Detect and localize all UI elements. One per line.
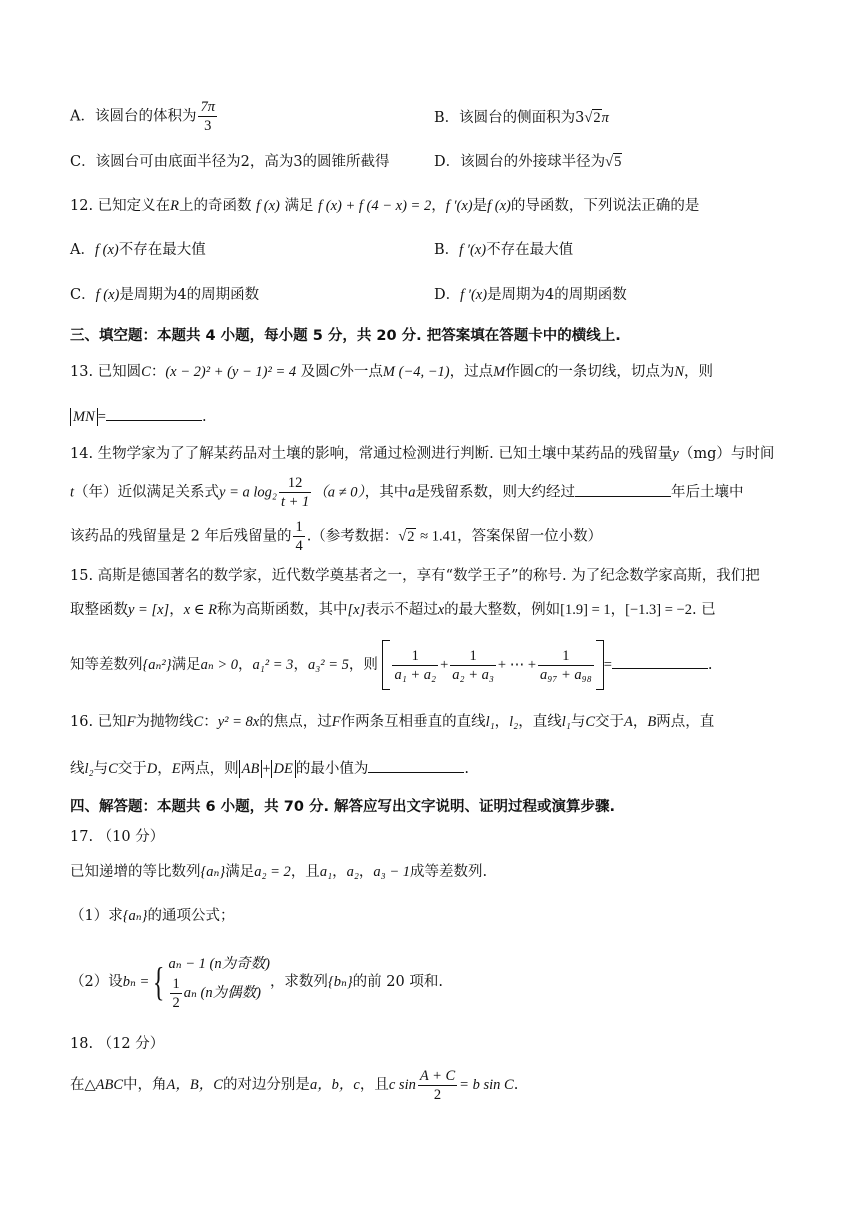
q12-option-a — [70, 240, 206, 260]
math-expr: [x] — [347, 602, 366, 618]
stem-text: ，则 — [684, 364, 714, 380]
fraction — [279, 474, 311, 511]
q17-part-2 — [70, 952, 443, 1012]
sqrt-radicand: 2 — [407, 528, 415, 545]
math-l2: l₂ — [509, 714, 519, 730]
math-C: C — [108, 761, 118, 777]
stem-text: 是残留系数，则大约经过 — [415, 484, 575, 501]
stem-text: ，则 — [348, 657, 378, 673]
stem-text: 交于 — [117, 761, 147, 777]
stem-text: 的最大整数，例如 — [444, 602, 561, 618]
math-F: F — [126, 714, 136, 730]
period: . — [464, 761, 469, 777]
math-expr: [−1.3] = −2 — [625, 602, 692, 618]
stem-text: 知等差数列 — [70, 657, 143, 673]
fraction — [198, 98, 217, 135]
q12-stem — [70, 196, 699, 216]
denominator: a₁ + a₂ — [394, 666, 437, 683]
stem-text: 外一点 — [339, 364, 383, 380]
stem-text: 的对边分别是 — [222, 1077, 310, 1093]
q18-stem — [70, 1062, 518, 1108]
fraction-term-1 — [392, 647, 438, 684]
stem-text: ， — [157, 761, 172, 777]
numerator: 1 — [450, 647, 496, 666]
stem-text: （年）近似满足关系式 — [74, 484, 220, 501]
abs-MN: MN — [70, 408, 98, 426]
q15-line-1 — [70, 566, 760, 586]
answer-blank[interactable] — [612, 654, 708, 669]
stem-text: 12. 已知定义在 — [70, 198, 171, 214]
stem-text: ， — [169, 602, 184, 618]
stem-text: 上的奇函数 — [179, 198, 252, 214]
stem-text: 为抛物线 — [135, 714, 194, 730]
denominator: a₂ + a₃ — [452, 666, 494, 683]
period: . — [513, 1077, 519, 1093]
q17-heading: 17. （10 分） — [70, 829, 165, 845]
math-expr: f ′(x) — [445, 198, 473, 214]
stem-text: ，且 — [359, 1077, 389, 1093]
case-odd: aₙ − 1 (n为奇数) — [168, 955, 270, 972]
option-label: B．该圆台的侧面积为3 — [434, 110, 585, 126]
math-expr: bₙ = — [122, 974, 150, 990]
stem-text: 作圆 — [505, 364, 535, 380]
stem-text: 满足 — [225, 864, 255, 880]
stem-text: ，答案保留一位小数） — [457, 528, 603, 545]
stem-text: 16. 已知 — [70, 714, 127, 730]
q16-line-1 — [70, 712, 714, 732]
math-C: C — [329, 364, 340, 380]
stem-text: ， — [610, 602, 626, 618]
math-expr: a₃ − 1 — [373, 864, 410, 880]
left-brace: { — [153, 959, 165, 1004]
stem-text: 的导函数，下列说法正确的是 — [510, 198, 700, 214]
stem-text: 15. 高斯是德国著名的数学家，近代数学奠基者之一，享有“数学王子”的称号. 为了纪念数学家高斯，我们把 — [70, 568, 760, 584]
case-even: aₙ (n为偶数) — [183, 984, 261, 1001]
math-expr: a₁² = 3 — [252, 657, 294, 673]
stem-text: 满足 — [284, 198, 314, 214]
stem-text: 的最小值为 — [295, 761, 369, 777]
math-expr: {bₙ} — [327, 974, 353, 990]
math-expr: c sin — [388, 1077, 416, 1093]
option-text: 不存在最大值 — [486, 242, 574, 258]
numerator: 1 — [295, 519, 303, 535]
denominator: 3 — [204, 118, 212, 134]
math-C: C — [141, 364, 151, 380]
q17-stem: 已知递增的等比数列{aₙ}满足a₂ = 2，且a₁，a₂，a₃ − 1成等差数列. — [70, 864, 488, 880]
sqrt-sign: √ — [605, 154, 614, 170]
stem-text: 作两条互相垂直的直线 — [340, 714, 486, 730]
math-C: C — [193, 714, 204, 730]
q13-line-1: 13. 已知圆C：(x − 2)² + (y − 1)² = 4 及圆C外一点M (−4, −1)，过点M作圆C的一条切线，切点为N，则 — [70, 364, 714, 380]
stem-text: 14. 生物学家为了了解某药品对土壤的影响，常通过检测进行判断. 已知土壤中某药品的残留量 — [70, 446, 673, 462]
stem-text: 与 — [570, 714, 586, 730]
stem-text: ， — [293, 657, 308, 673]
stem-text: 两点，则 — [180, 761, 239, 777]
stem-text: ， — [494, 714, 510, 730]
numerator: 1 — [392, 647, 438, 666]
stem-text: （1）求 — [70, 908, 123, 924]
stem-text: 取整函数 — [70, 602, 128, 618]
math-expr: a₁ — [319, 864, 333, 880]
math-expr: a，b，c — [309, 1077, 360, 1093]
denominator: 4 — [295, 538, 303, 554]
stem-text: ， — [238, 657, 253, 673]
math-expr: y = [x] — [128, 602, 170, 618]
math-expr: = b sin C — [459, 1077, 514, 1093]
stem-text: 与 — [93, 761, 109, 777]
parabola-equation: y² = 8x — [217, 714, 260, 730]
q12-option-c — [70, 285, 259, 305]
denominator: t + 1 — [280, 494, 310, 510]
math-y: y — [672, 446, 679, 462]
option-label: C． — [70, 287, 96, 303]
q11-option-c — [70, 152, 390, 172]
math-D: D — [146, 761, 158, 777]
math-a: a — [408, 484, 416, 501]
math-t: t — [70, 484, 75, 501]
math-expr: ABC — [95, 1077, 124, 1093]
stem-text: ，求数列 — [269, 974, 328, 990]
q11-option-b — [434, 108, 609, 128]
stem-text: 成等差数列. — [409, 864, 488, 880]
stem-text: 已知递增的等比数列 — [70, 864, 201, 880]
math-expr: f ′(x) — [459, 242, 487, 258]
math-C: C — [585, 714, 595, 730]
math-expr: [1.9] = 1 — [560, 602, 611, 618]
section-4-heading: 四、解答题：本题共 6 小题，共 70 分. 解答应写出文字说明、证明过程或演算步骤. — [70, 799, 616, 815]
q14-line-1 — [70, 444, 774, 464]
ellipsis-sum: + ⋯ + — [497, 657, 537, 673]
math-expr: {aₙ²} — [142, 657, 172, 673]
sqrt-radicand: 5 — [614, 154, 622, 170]
stem-text: ： — [203, 714, 218, 730]
stem-text: .（参考数据： — [306, 528, 399, 545]
math-expr: f (x) — [94, 242, 119, 258]
stem-text: ，过点 — [449, 364, 494, 380]
q14-line-2 — [70, 474, 744, 511]
piecewise-cases — [168, 953, 269, 1012]
answer-blank[interactable] — [368, 758, 464, 773]
option-label: B． — [434, 242, 460, 258]
stem-text: ，其中 — [364, 484, 409, 501]
option-label: D．该圆台的外接球半径为 — [434, 154, 606, 170]
numerator: 7π — [200, 99, 215, 115]
math-R: R — [170, 198, 180, 214]
math-expr: aₙ > 0 — [200, 657, 238, 673]
stem-text: 称为高斯函数，其中 — [216, 602, 348, 618]
denominator: 2 — [433, 1086, 442, 1103]
stem-text: 两点，直 — [656, 714, 715, 730]
equals-sign: = — [97, 409, 106, 425]
math-expr: f (x) — [487, 198, 511, 214]
denominator: 2 — [172, 994, 180, 1011]
plus-sign: + — [440, 657, 449, 673]
abs-DE: DE — [271, 760, 296, 778]
option-text: 是周期为4的周期函数 — [119, 287, 260, 303]
period: . — [201, 409, 207, 425]
stem-text: 年后土壤中 — [671, 484, 744, 501]
gauss-bracket-right — [596, 640, 604, 690]
math-B: B — [647, 714, 657, 730]
numerator: 12 — [279, 474, 311, 493]
stem-text: 该药品的残留量是 2 年后残留量的 — [70, 528, 292, 545]
stem-text: ，直线 — [518, 714, 562, 730]
math-x: x — [437, 602, 445, 618]
stem-text: ，且 — [290, 864, 320, 880]
pi-symbol: π — [601, 110, 609, 126]
q18-heading: 18. （12 分） — [70, 1036, 165, 1052]
math-l1: l₁ — [561, 714, 571, 730]
period: . — [707, 657, 713, 673]
math-E: E — [171, 761, 181, 777]
denominator: a₉₇ + a₉₈ — [540, 666, 592, 683]
math-expr: x ∈ R — [183, 602, 217, 618]
formula: y = a log₂ — [219, 484, 277, 501]
option-label: D． — [434, 287, 461, 303]
section-3-heading: 三、填空题：本题共 4 小题，每小题 5 分，共 20 分. 把答案填在答题卡中的横线上. — [70, 328, 621, 344]
q16-line-2: 线l₂与C交于D，E两点，则 AB + DE 的最小值为 . — [70, 758, 469, 779]
fraction-term-2 — [450, 647, 496, 684]
math-l2: l₂ — [84, 761, 94, 777]
equals-sign: = — [603, 657, 612, 673]
stem-text: 及圆 — [300, 364, 330, 380]
stem-text: 交于 — [594, 714, 624, 730]
option-label: A．该圆台的体积为 — [70, 108, 197, 125]
q11-option-a — [70, 98, 219, 135]
stem-text: ， — [431, 198, 446, 214]
stem-text: 线 — [70, 761, 85, 777]
math-A: A — [623, 714, 633, 730]
stem-text: 在△ — [70, 1077, 96, 1093]
fraction — [170, 975, 181, 1012]
stem-text: （2）设 — [70, 974, 123, 990]
option-text: C．该圆台可由底面半径为2，高为3的圆锥所截得 — [70, 154, 390, 170]
option-text: 是周期为4的周期函数 — [487, 287, 627, 303]
math-expr: A，B，C — [166, 1077, 223, 1093]
q15-line-2 — [70, 600, 716, 620]
sqrt-sign: √ — [584, 110, 593, 126]
math-expr: f ′(x) — [460, 287, 488, 303]
q12-option-b — [434, 240, 573, 260]
stem-text: （mg）与时间 — [678, 446, 775, 462]
sqrt-radicand: 2 — [593, 110, 601, 126]
numerator: 1 — [172, 975, 180, 992]
point-M: M (−4, −1) — [382, 364, 450, 380]
q14-line-3 — [70, 518, 602, 555]
q12-option-d — [434, 285, 627, 305]
math-N: N — [674, 364, 685, 380]
abs-AB: AB — [239, 760, 263, 778]
approx-value: ≈ 1.41 — [420, 528, 458, 545]
stem-text: 表示不超过 — [365, 602, 438, 618]
stem-text: 的焦点，过 — [259, 714, 332, 730]
stem-text: 满足 — [171, 657, 201, 673]
fraction-term-3 — [538, 647, 594, 684]
gauss-bracket-left — [382, 640, 390, 690]
math-expr: a₃² = 5 — [307, 657, 349, 673]
stem-text: ， — [632, 714, 648, 730]
fraction — [293, 518, 304, 555]
stem-text: 中，角 — [123, 1077, 167, 1093]
stem-text: . 已 — [691, 602, 716, 618]
q11-option-d — [434, 152, 622, 172]
math-C: C — [534, 364, 544, 380]
answer-blank[interactable] — [575, 482, 671, 497]
condition: （a ≠ 0） — [313, 484, 365, 501]
fraction — [418, 1067, 457, 1104]
stem-text: ： — [150, 364, 166, 380]
math-expr: a₂ = 2 — [254, 864, 291, 880]
numerator: 1 — [538, 647, 594, 666]
math-expr: f (x) — [95, 287, 120, 303]
numerator: A + C — [419, 1067, 456, 1084]
stem-text: 是 — [472, 198, 488, 214]
option-text: 不存在最大值 — [118, 242, 206, 258]
math-expr: f (x) + f (4 − x) = 2 — [318, 198, 432, 214]
stem-text: 的一条切线，切点为 — [543, 364, 675, 380]
math-l1: l₁ — [485, 714, 495, 730]
math-expr: f (x) — [256, 198, 280, 214]
q15-line-3 — [70, 640, 713, 690]
stem-text: 的通项公式； — [147, 908, 235, 924]
stem-text: 的前 20 项和. — [352, 974, 443, 990]
math-expr: {aₙ} — [200, 864, 226, 880]
q17-part-1 — [70, 906, 234, 926]
math-expr: a₂ — [346, 864, 359, 880]
q13-line-2 — [70, 406, 207, 427]
stem-text: 13. 已知圆 — [70, 364, 142, 380]
answer-blank[interactable] — [106, 406, 202, 421]
math-F: F — [331, 714, 341, 730]
circle-equation: (x − 2)² + (y − 1)² = 4 — [165, 364, 297, 380]
option-label: A． — [70, 242, 95, 258]
sqrt-sign: √ — [398, 528, 407, 545]
math-expr: {aₙ} — [122, 908, 148, 924]
